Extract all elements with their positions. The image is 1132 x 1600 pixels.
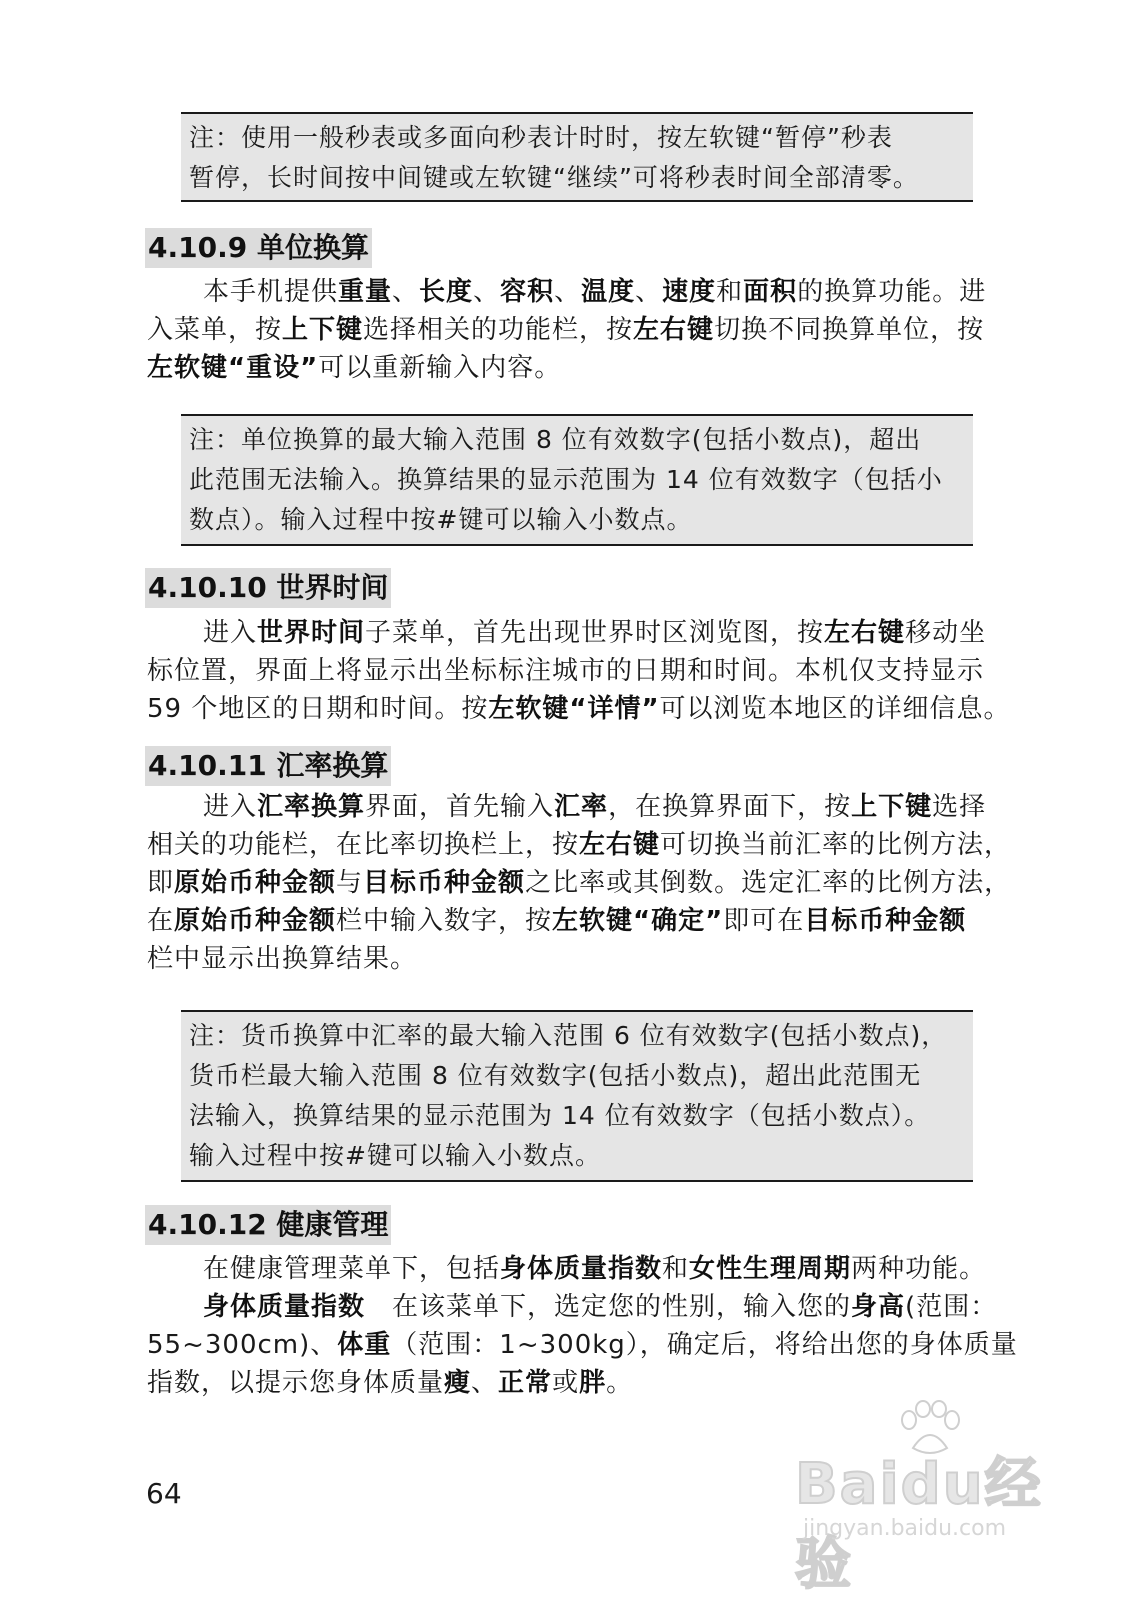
- paragraph-exchange-rate: [147, 788, 1012, 978]
- note-line: 注：货币换算中汇率的最大输入范围 6 位有效数字(包括小数点)，: [189, 1021, 948, 1050]
- note-line: 数点）。输入过程中按#键可以输入小数点。: [189, 505, 693, 534]
- note-exchange-rate: [181, 1010, 973, 1182]
- paragraph-line: 进入汇率换算界面，首先输入汇率，在换算界面下，按上下键选择: [203, 792, 987, 822]
- page-number: 64: [146, 1477, 182, 1510]
- paragraph-line: 本手机提供重量、长度、容积、温度、速度和面积的换算功能。进: [203, 277, 987, 307]
- paragraph-unit-conversion: [147, 273, 1009, 387]
- section-heading-world-time: 4.10.10 世界时间: [145, 568, 391, 608]
- note-line: 法输入，换算结果的显示范围为 14 位有效数字（包括小数点）。: [189, 1101, 931, 1130]
- note-line: 此范围无法输入。换算结果的显示范围为 14 位有效数字（包括小: [189, 465, 943, 494]
- note-stopwatch: [181, 112, 973, 202]
- paragraph-line: 在健康管理菜单下，包括身体质量指数和女性生理周期两种功能。: [203, 1254, 987, 1284]
- paragraph-line: 左软键“重设”可以重新输入内容。: [147, 353, 562, 383]
- paragraph-line: 指数，以提示您身体质量瘦、正常或胖。: [147, 1368, 634, 1398]
- paragraph-line: 在原始币种金额栏中输入数字，按左软键“确定”即可在目标币种金额: [147, 906, 967, 936]
- baidu-watermark: [795, 1400, 1055, 1597]
- paragraph-line: 进入世界时间子菜单，首先出现世界时区浏览图，按左右键移动坐: [203, 618, 987, 648]
- paragraph-line: 身体质量指数 在该菜单下，选定您的性别，输入您的身高(范围：: [203, 1292, 998, 1322]
- paragraph-line: 栏中显示出换算结果。: [147, 944, 418, 974]
- note-line: 货币栏最大输入范围 8 位有效数字(包括小数点)，超出此范围无: [189, 1061, 922, 1090]
- paragraph-line: 入菜单，按上下键选择相关的功能栏，按左右键切换不同换算单位，按: [147, 315, 985, 345]
- section-heading-health-management: 4.10.12 健康管理: [145, 1205, 391, 1245]
- paragraph-world-time: [147, 614, 1009, 728]
- paragraph-line: 即原始币种金额与目标币种金额之比率或其倒数。选定汇率的比例方法，: [147, 868, 1012, 898]
- paragraph-line: 55~300cm)、体重（范围：1~300kg），确定后，将给出您的身体质量: [147, 1330, 1018, 1360]
- paragraph-health-management: [147, 1250, 1018, 1402]
- section-heading-exchange-rate: 4.10.11 汇率换算: [145, 746, 391, 786]
- note-line: 注：单位换算的最大输入范围 8 位有效数字(包括小数点)，超出: [189, 425, 922, 454]
- paragraph-line: 59 个地区的日期和时间。按左软键“详情”可以浏览本地区的详细信息。: [147, 694, 1011, 724]
- note-line: 暂停，长时间按中间键或左软键“继续”可将秒表时间全部清零。: [189, 163, 919, 192]
- note-line: 注：使用一般秒表或多面向秒表计时时，按左软键“暂停”秒表: [189, 123, 893, 152]
- paragraph-line: 相关的功能栏，在比率切换栏上，按左右键可切换当前汇率的比例方法，: [147, 830, 1012, 860]
- section-heading-unit-conversion: 4.10.9 单位换算: [145, 228, 372, 268]
- paragraph-line: 标位置，界面上将显示出坐标标注城市的日期和时间。本机仅支持显示: [147, 656, 985, 686]
- watermark-logo-text: Baidu经验: [795, 1452, 1043, 1597]
- note-unit-conversion: [181, 414, 973, 546]
- watermark-url: jingyan.baidu.com: [803, 1516, 1007, 1541]
- note-line: 输入过程中按#键可以输入小数点。: [189, 1141, 601, 1170]
